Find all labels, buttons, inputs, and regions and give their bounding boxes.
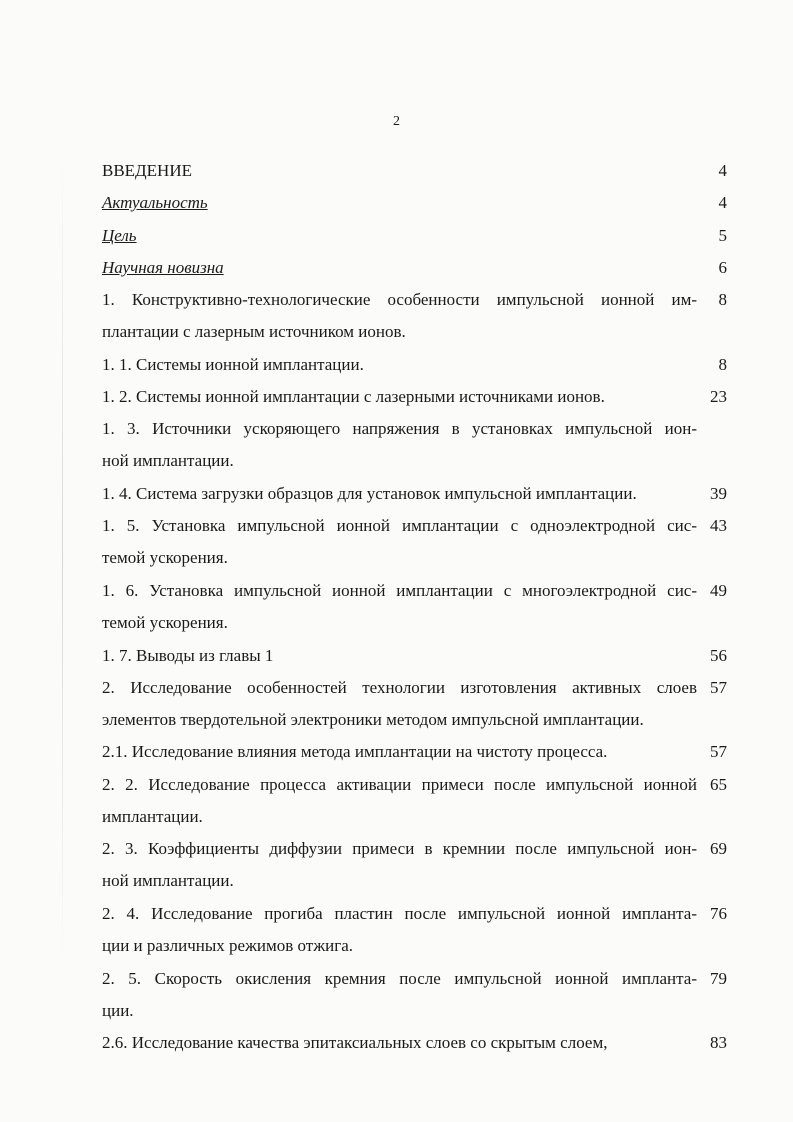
- toc-entry: [102, 515, 742, 580]
- toc-entry-title-line: ции.: [102, 1001, 134, 1020]
- toc-entry-page-number: 4: [718, 161, 727, 180]
- toc-entry: [102, 289, 742, 354]
- toc-entry-title-line: ной имплантации.: [102, 451, 234, 470]
- toc-entry-page-number: 49: [710, 581, 727, 600]
- toc-entry-page-number: 43: [710, 516, 727, 535]
- toc-entry-title-line: 1. 5. Установка импульсной ионной имплантации с одноэлектродной сис-: [102, 516, 697, 535]
- toc-entry-page-number: 69: [710, 839, 727, 858]
- toc-entry: [102, 1032, 742, 1064]
- toc-entry: [102, 418, 742, 483]
- toc-entry-title-line: плантации с лазерным источником ионов.: [102, 322, 406, 341]
- toc-entry-page-number: 65: [710, 775, 727, 794]
- toc-entry: [102, 645, 742, 677]
- toc-entry-page-number: 6: [718, 258, 727, 277]
- toc-entry: [102, 354, 742, 386]
- toc-entry-title-line: 2. 5. Скорость окисления кремния после импульсной ионной импланта-: [102, 969, 697, 988]
- toc-entry-page-number: 39: [710, 484, 727, 503]
- toc-entry: [102, 483, 742, 515]
- toc-entry: [102, 903, 742, 968]
- toc-entry-title-line: Актуальность: [102, 193, 208, 212]
- toc-entry-title-line: 2.6. Исследование качества эпитаксиальных слоев со скрытым слоем,: [102, 1033, 608, 1052]
- toc-entry-page-number: 56: [710, 646, 727, 665]
- toc-entry-title-line: Цель: [102, 226, 137, 245]
- toc-entry: [102, 257, 742, 289]
- toc-entry: [102, 580, 742, 645]
- toc-entry-page-number: 57: [710, 678, 727, 697]
- toc-entry: [102, 160, 742, 192]
- toc-entry-title-line: элементов твердотельной электроники методом импульсной имплантации.: [102, 710, 644, 729]
- toc-entry: [102, 225, 742, 257]
- toc-entry-title-line: темой ускорения.: [102, 548, 228, 567]
- toc-entry-title-line: ВВЕДЕНИЕ: [102, 161, 192, 180]
- toc-entry: [102, 677, 742, 742]
- toc-entry-page-number: 83: [710, 1033, 727, 1052]
- toc-entry-title-line: 2.1. Исследование влияния метода имплантации на чистоту процесса.: [102, 742, 608, 761]
- toc-entry-title-line: ции и различных режимов отжига.: [102, 936, 353, 955]
- toc-entry-title-line: 1. 7. Выводы из главы 1: [102, 646, 274, 665]
- toc-entry-title-line: имплантации.: [102, 807, 203, 826]
- toc-entry-page-number: 5: [718, 226, 727, 245]
- toc-entry-page-number: 57: [710, 742, 727, 761]
- toc-entry-title-line: 2. 4. Исследование прогиба пластин после импульсной ионной импланта-: [102, 904, 697, 923]
- toc-entry-page-number: 8: [718, 290, 727, 309]
- toc-entry: [102, 774, 742, 839]
- toc-entry-title-line: 1. 3. Источники ускоряющего напряжения в установках импульсной ион-: [102, 419, 697, 438]
- toc-entry-title-line: 1. 1. Системы ионной имплантации.: [102, 355, 364, 374]
- toc-entry: [102, 386, 742, 418]
- toc-entry-title-line: Научная новизна: [102, 258, 224, 277]
- toc-entry: [102, 741, 742, 773]
- toc-entry-page-number: [697, 418, 727, 440]
- toc-entry-title-line: 1. 6. Установка импульсной ионной имплантации с многоэлектродной сис-: [102, 581, 697, 600]
- toc-entry-title-line: 2. Исследование особенностей технологии изготовления активных слоев: [102, 678, 697, 697]
- toc-entry-title-line: темой ускорения.: [102, 613, 228, 632]
- toc-entry-title-line: ной имплантации.: [102, 871, 234, 890]
- toc-entry-title-line: 2. 3. Коэффициенты диффузии примеси в кремнии после импульсной ион-: [102, 839, 697, 858]
- toc-entry-page-number: 23: [710, 387, 727, 406]
- page-number: 2: [393, 114, 400, 129]
- toc-entry-page-number: 79: [710, 969, 727, 988]
- toc-entry: [102, 968, 742, 1033]
- toc-entry: [102, 192, 742, 224]
- toc-entry-title-line: 1. Конструктивно-технологические особенности импульсной ионной им-: [102, 290, 697, 309]
- toc-entry-title-line: 2. 2. Исследование процесса активации примеси после импульсной ионной: [102, 775, 697, 794]
- toc-entry-title-line: 1. 4. Система загрузки образцов для установок импульсной имплантации.: [102, 484, 637, 503]
- toc-entry-title-line: 1. 2. Системы ионной имплантации с лазерными источниками ионов.: [102, 387, 605, 406]
- toc-entry-page-number: 76: [710, 904, 727, 923]
- toc-entry-page-number: 4: [718, 193, 727, 212]
- scan-artifact: [62, 150, 63, 970]
- toc-entry-page-number: 8: [718, 355, 727, 374]
- toc-entry: [102, 838, 742, 903]
